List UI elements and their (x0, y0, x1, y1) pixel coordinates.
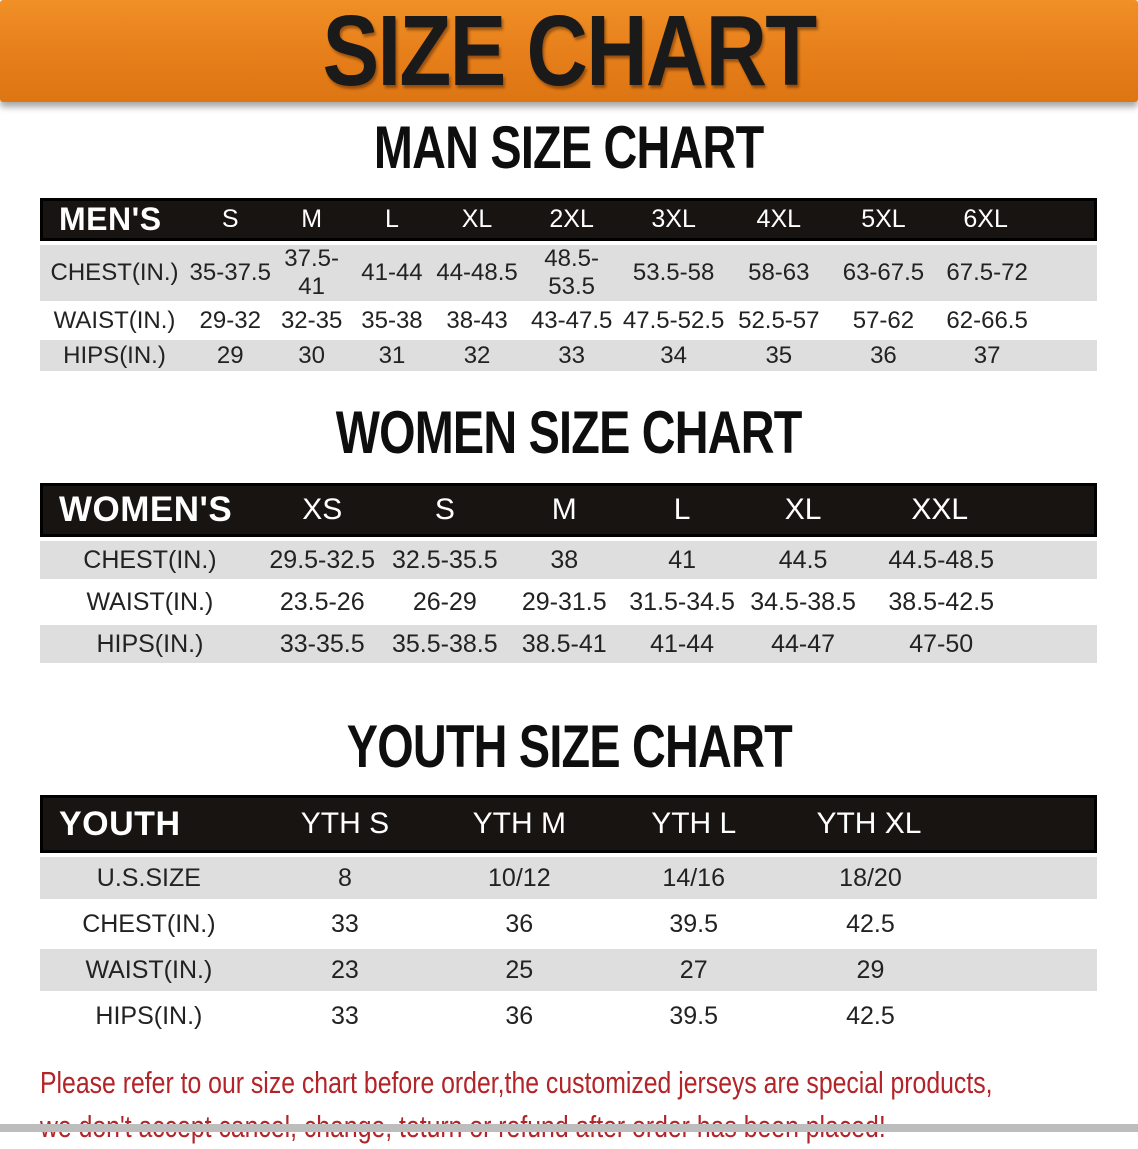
table-row (40, 340, 1097, 371)
cell-value: 48.5-53.5 (522, 245, 621, 301)
cell-value: 57-62 (832, 305, 936, 336)
table-row (40, 245, 1097, 301)
size-column-header: 6XL (935, 198, 1097, 241)
group-label: WOMEN'S (40, 483, 260, 537)
size-column-header: YTH L (607, 795, 781, 853)
cell-value: 32.5-35.5 (385, 541, 505, 579)
cell-value: 35-38 (352, 305, 432, 336)
cell-value: 53.5-58 (621, 245, 726, 301)
youth-size-table (40, 791, 1097, 1041)
women-section-heading-text: WOMEN SIZE CHART (336, 399, 802, 466)
banner-title: SIZE CHART (322, 0, 816, 107)
cell-value: 39.5 (607, 903, 781, 945)
men-size-section (0, 114, 1138, 375)
row-label: HIPS(IN.) (40, 340, 189, 371)
row-label: HIPS(IN.) (40, 995, 258, 1037)
size-column-header: 4XL (726, 198, 832, 241)
cell-value: 26-29 (385, 583, 505, 621)
row-label: U.S.SIZE (40, 857, 258, 899)
cell-value: 44.5-48.5 (865, 541, 1097, 579)
cell-value: 29-32 (189, 305, 271, 336)
cell-value: 35 (726, 340, 832, 371)
group-label: YOUTH (40, 795, 258, 853)
row-label: HIPS(IN.) (40, 625, 260, 663)
cell-value: 38-43 (432, 305, 522, 336)
cell-value: 42.5 (781, 995, 1097, 1037)
cell-value: 36 (432, 903, 606, 945)
cell-value: 67.5-72 (935, 245, 1097, 301)
cell-value: 37 (935, 340, 1097, 371)
order-notice (40, 1061, 1138, 1149)
row-label: CHEST(IN.) (40, 541, 260, 579)
cell-value: 62-66.5 (935, 305, 1097, 336)
size-chart-banner (0, 0, 1138, 107)
cell-value: 41-44 (352, 245, 432, 301)
cell-value: 36 (432, 995, 606, 1037)
size-column-header: 2XL (522, 198, 621, 241)
row-label: CHEST(IN.) (40, 245, 189, 301)
cell-value: 35-37.5 (189, 245, 271, 301)
size-column-header: YTH S (258, 795, 432, 853)
women-section-heading (0, 399, 1138, 466)
cell-value: 41-44 (623, 625, 740, 663)
mens-size-table (40, 194, 1097, 375)
youth-section-heading-text: YOUTH SIZE CHART (346, 713, 792, 780)
row-label: WAIST(IN.) (40, 583, 260, 621)
row-label: WAIST(IN.) (40, 305, 189, 336)
women-size-section (0, 399, 1138, 667)
cell-value: 29.5-32.5 (260, 541, 385, 579)
size-column-header: YTH XL (781, 795, 1097, 853)
cell-value: 35.5-38.5 (385, 625, 505, 663)
size-column-header: M (271, 198, 351, 241)
cell-value: 31 (352, 340, 432, 371)
cell-value: 32 (432, 340, 522, 371)
order-notice-line-1: Please refer to our size chart before order,the customized jerseys are special products, (40, 1065, 993, 1100)
size-column-header: L (352, 198, 432, 241)
table-row (40, 949, 1097, 991)
men-section-heading-text: MAN SIZE CHART (374, 114, 764, 181)
size-column-header: M (505, 483, 623, 537)
cell-value: 47.5-52.5 (621, 305, 726, 336)
size-column-header: XXL (865, 483, 1097, 537)
cell-value: 25 (432, 949, 606, 991)
cell-value: 10/12 (432, 857, 606, 899)
cell-value: 44-48.5 (432, 245, 522, 301)
cell-value: 43-47.5 (522, 305, 621, 336)
cell-value: 52.5-57 (726, 305, 832, 336)
cell-value: 33 (258, 995, 432, 1037)
size-column-header: XS (260, 483, 385, 537)
cell-value: 41 (623, 541, 740, 579)
cell-value: 33 (522, 340, 621, 371)
womens-size-table (40, 479, 1097, 667)
size-column-header: L (623, 483, 740, 537)
cell-value: 23 (258, 949, 432, 991)
bottom-edge-strip (0, 1124, 1138, 1132)
cell-value: 29-31.5 (505, 583, 623, 621)
cell-value: 8 (258, 857, 432, 899)
size-column-header: 5XL (832, 198, 936, 241)
size-column-header: S (189, 198, 271, 241)
cell-value: 32-35 (271, 305, 351, 336)
size-table-header-row (40, 483, 1097, 537)
cell-value: 27 (607, 949, 781, 991)
men-section-heading (0, 114, 1138, 181)
size-table-header-row (40, 795, 1097, 853)
table-row (40, 857, 1097, 899)
cell-value: 31.5-34.5 (623, 583, 740, 621)
cell-value: 58-63 (726, 245, 832, 301)
row-label: WAIST(IN.) (40, 949, 258, 991)
cell-value: 38.5-41 (505, 625, 623, 663)
size-column-header: 3XL (621, 198, 726, 241)
cell-value: 42.5 (781, 903, 1097, 945)
cell-value: 30 (271, 340, 351, 371)
size-column-header: XL (432, 198, 522, 241)
cell-value: 34 (621, 340, 726, 371)
cell-value: 33 (258, 903, 432, 945)
cell-value: 34.5-38.5 (741, 583, 866, 621)
cell-value: 47-50 (865, 625, 1097, 663)
table-row (40, 541, 1097, 579)
table-row (40, 995, 1097, 1037)
cell-value: 37.5-41 (271, 245, 351, 301)
cell-value: 14/16 (607, 857, 781, 899)
table-row (40, 305, 1097, 336)
row-label: CHEST(IN.) (40, 903, 258, 945)
cell-value: 18/20 (781, 857, 1097, 899)
cell-value: 33-35.5 (260, 625, 385, 663)
table-row (40, 903, 1097, 945)
cell-value: 63-67.5 (832, 245, 936, 301)
cell-value: 44.5 (741, 541, 866, 579)
cell-value: 29 (781, 949, 1097, 991)
size-column-header: XL (741, 483, 866, 537)
table-row (40, 583, 1097, 621)
size-table-header-row (40, 198, 1097, 241)
size-column-header: YTH M (432, 795, 606, 853)
cell-value: 44-47 (741, 625, 866, 663)
group-label: MEN'S (40, 198, 189, 241)
size-column-header: S (385, 483, 505, 537)
cell-value: 36 (832, 340, 936, 371)
cell-value: 29 (189, 340, 271, 371)
youth-size-section (0, 713, 1138, 1041)
cell-value: 39.5 (607, 995, 781, 1037)
youth-section-heading (0, 713, 1138, 780)
cell-value: 23.5-26 (260, 583, 385, 621)
table-row (40, 625, 1097, 663)
cell-value: 38.5-42.5 (865, 583, 1097, 621)
cell-value: 38 (505, 541, 623, 579)
